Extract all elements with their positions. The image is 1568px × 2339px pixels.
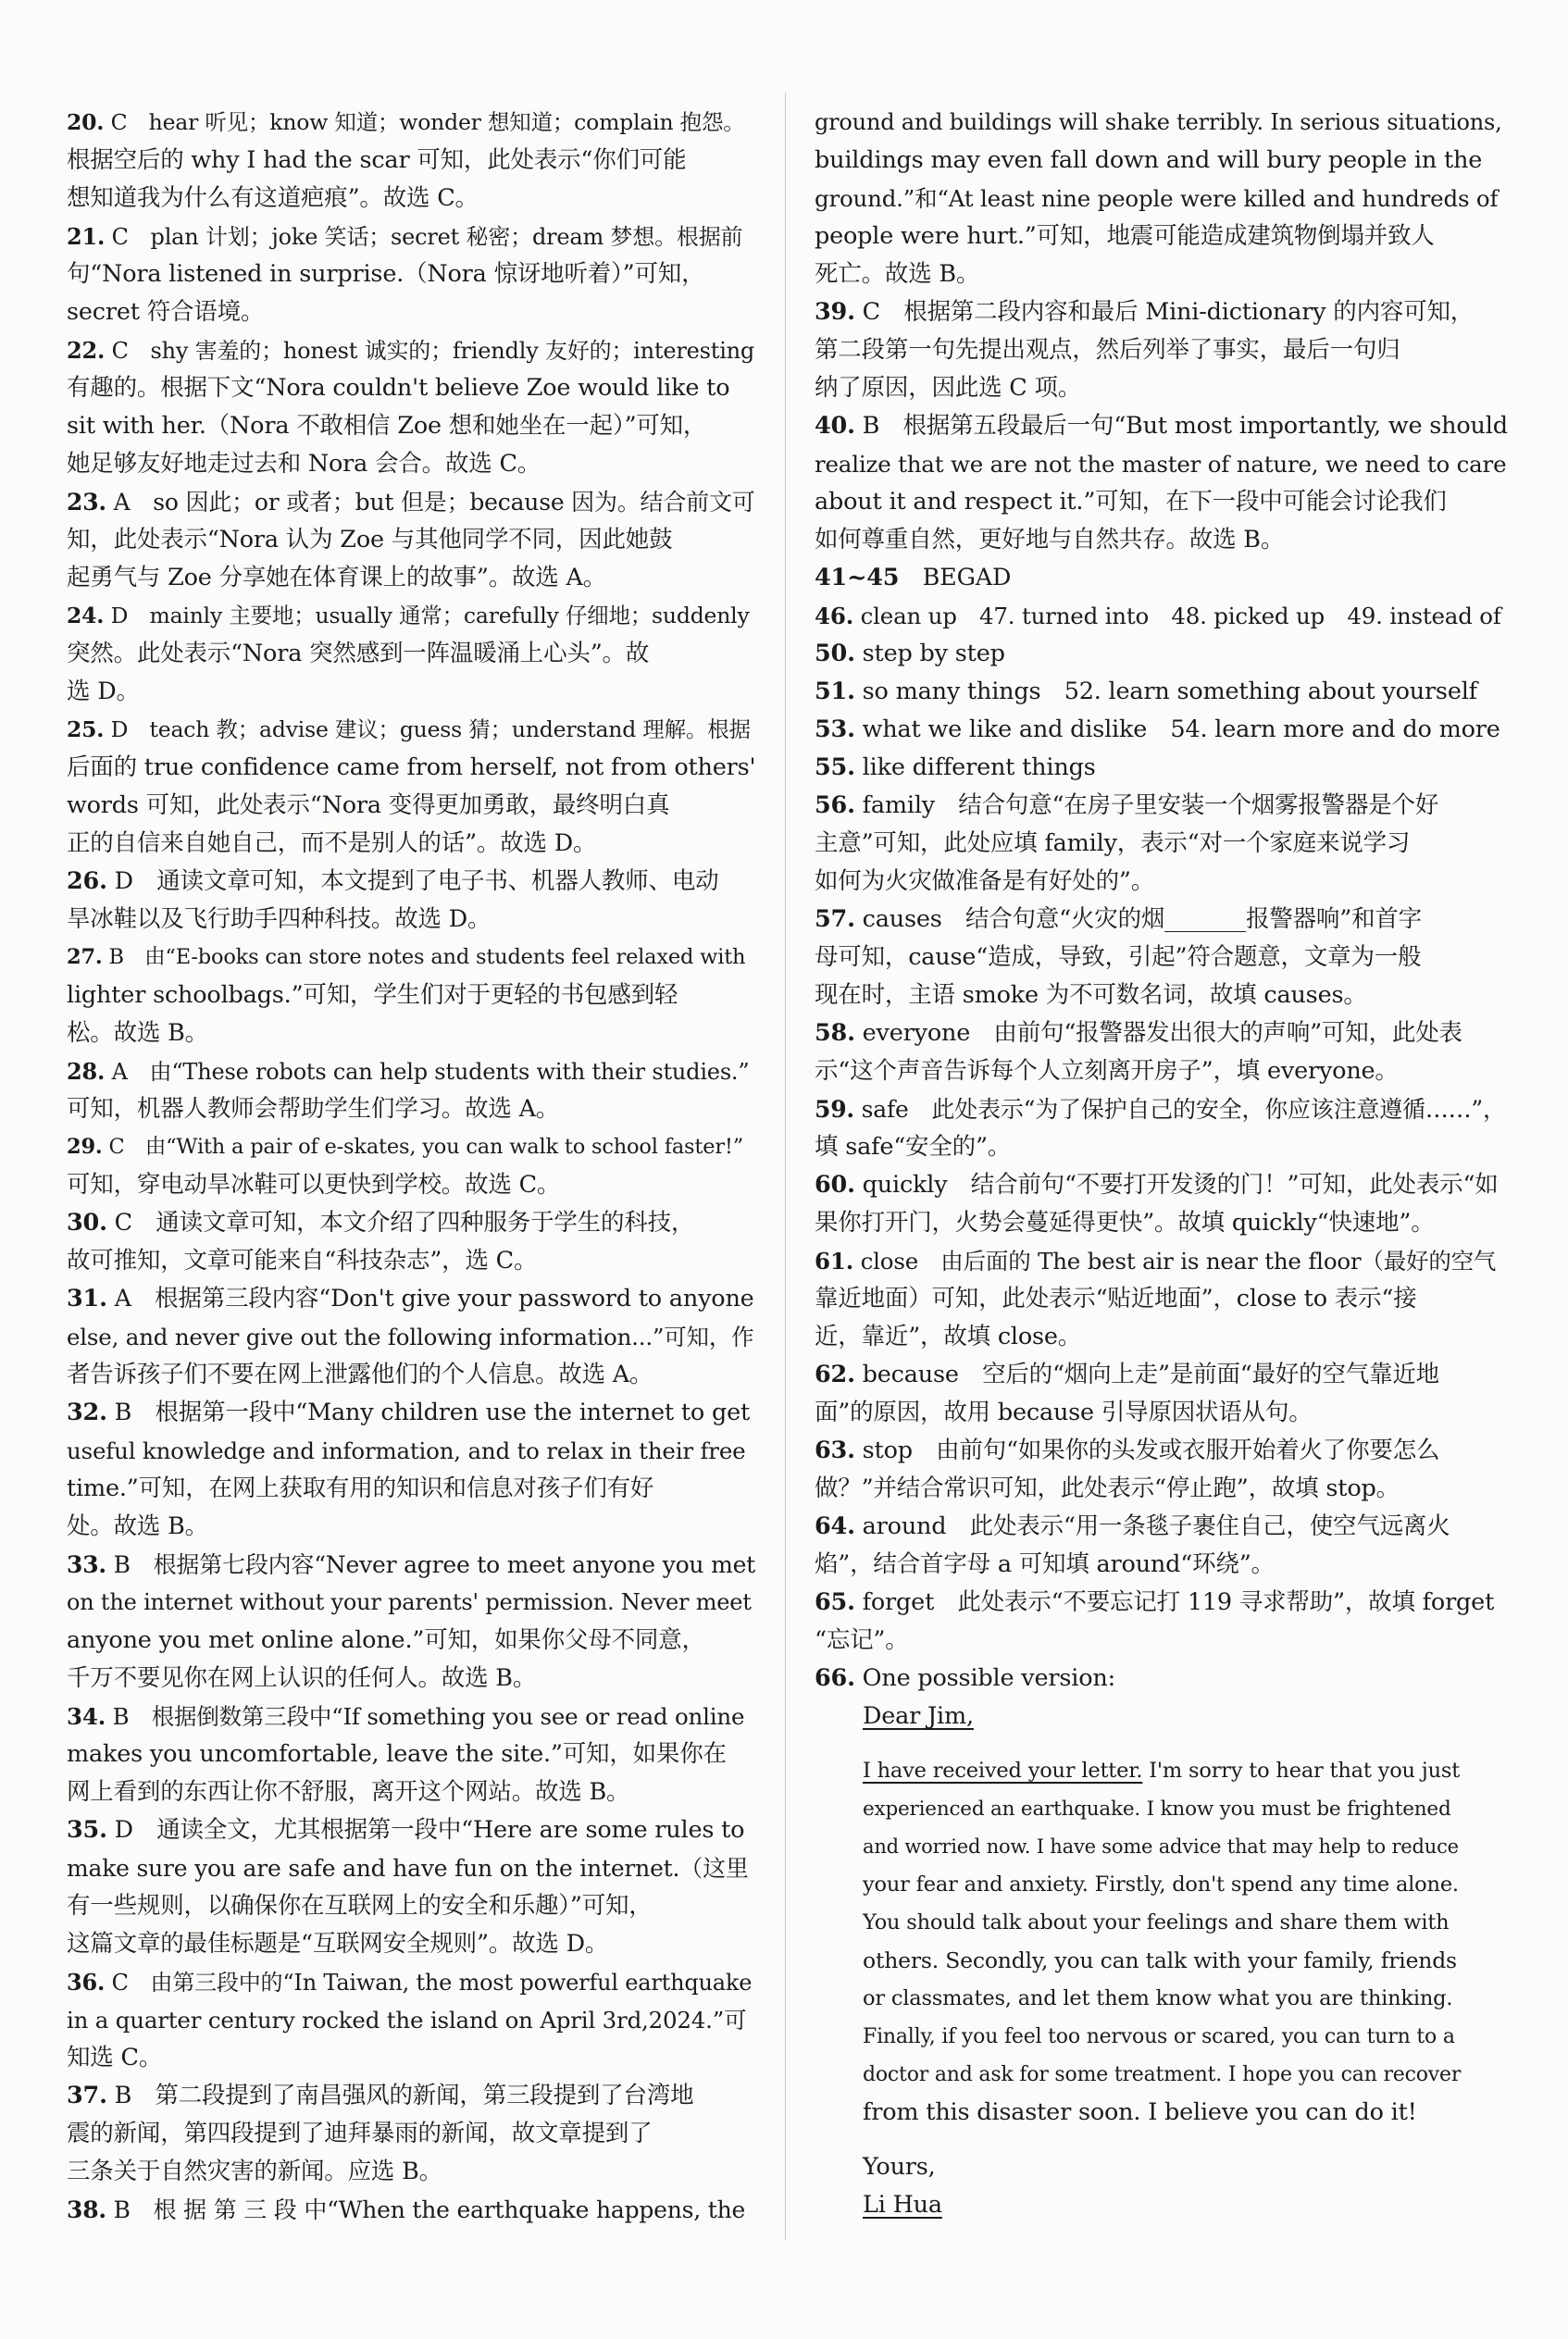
answer-line: 知，此处表示“Nora 认为 Zoe 与其他同学不同，因此她鼓	[67, 526, 673, 554]
answer-item	[67, 104, 755, 218]
question-number: 50.	[815, 640, 855, 667]
answer-item	[815, 787, 1509, 901]
question-number: 29.	[67, 1135, 103, 1159]
answer-line: 22. C shy 害羞的；honest 诚实的；friendly 友好的；interesting	[67, 337, 755, 364]
question-number: 22.	[67, 337, 106, 364]
answer-line: 震的新闻，第四段提到了迪拜暴雨的新闻，故文章提到了	[67, 2120, 653, 2147]
answer-line: 53. what we like and dislike 54. learn more and do more	[815, 715, 1500, 743]
answer-item	[67, 1280, 755, 1394]
question-number: 63.	[815, 1437, 855, 1464]
answer-item	[67, 939, 755, 1052]
answer-line: 34. B 根据倒数第三段中“If something you see or read online	[67, 1703, 745, 1730]
question-number: 30.	[67, 1209, 107, 1237]
answer-line: 突然。此处表示“Nora 突然感到一阵温暖涌上心头”。故	[67, 640, 650, 667]
answer-line: 46. clean up 47. turned into 48. picked up 49. instead of	[815, 603, 1501, 629]
answer-item	[815, 597, 1509, 635]
answer-item	[67, 1811, 755, 1963]
answer-line: 面”的原因，故用 because 引导原因状语从句。	[815, 1399, 1313, 1426]
answer-line: 松。故选 B。	[67, 1019, 208, 1047]
answer-item	[67, 331, 755, 483]
answer-line: 选 D。	[67, 678, 140, 705]
answer-line: 网上看到的东西让你不舒服，离开这个网站。故选 B。	[67, 1778, 630, 1806]
column-divider	[785, 93, 786, 2240]
answer-line: 28. A 由“These robots can help students with their studies.”	[67, 1058, 750, 1085]
answer-line: 36. C 由第三段中的“In Taiwan, the most powerful earthquake	[67, 1969, 753, 1996]
answer-item	[815, 1242, 1509, 1356]
answer-line: people were hurt.”可知，地震可能造成建筑物倒塌并致人	[815, 222, 1435, 250]
question-number: 23.	[67, 489, 106, 516]
answer-line: 37. B 第二段提到了南昌强风的新闻，第三段提到了台湾地	[67, 2082, 694, 2109]
answer-item	[815, 749, 1509, 787]
answer-line: 58. everyone 由前句“报警器发出很大的声响”可知，此处表	[815, 1019, 1462, 1047]
answer-line: 25. D teach 教；advise 建议；guess 猜；understand 理解。根据	[67, 716, 751, 742]
answer-item	[815, 1356, 1509, 1432]
answer-line: 母可知，cause“造成，导致，引起”符合题意，文章为一般	[815, 943, 1422, 971]
answer-line: 66. One possible version:	[815, 1664, 1115, 1692]
answer-line: 填 safe“安全的”。	[815, 1133, 1012, 1161]
answer-line: about it and respect it.”可知，在下一段中可能会讨论我们	[815, 488, 1447, 516]
answer-line: 旱冰鞋以及飞行助手四种科技。故选 D。	[67, 905, 492, 933]
question-number: 20.	[67, 109, 105, 135]
answer-item	[67, 1698, 755, 1811]
answer-line: sit with her.（Nora 不敢相信 Zoe 想和她坐在一起）”可知，	[67, 412, 707, 440]
answer-line: make sure you are safe and have fun on the internet.（这里	[67, 1855, 749, 1882]
answer-line: 根据空后的 why I had the scar 可知，此处表示“你们可能	[67, 146, 687, 174]
answer-line: words 可知，此处表示“Nora 变得更加勇敢，最终明白真	[67, 791, 670, 819]
answer-line: useful knowledge and information, and to relax in their free	[67, 1437, 746, 1464]
answer-line: on the internet without your parents' permission. Never meet	[67, 1589, 752, 1615]
answer-item	[67, 1394, 755, 1546]
question-number: 60.	[815, 1171, 855, 1199]
answer-item	[815, 293, 1509, 407]
answer-item	[67, 218, 755, 331]
answer-line: 靠近地面）可知，此处表示“贴近地面”，close to 表示“接	[815, 1285, 1417, 1313]
answer-line: 35. D 通读全文，尤其根据第一段中“Here are some rules to	[67, 1816, 745, 1844]
answer-line: secret 符合语境。	[67, 298, 265, 326]
answer-line: 三条关于自然灾害的新闻。应选 B。	[67, 2158, 442, 2185]
question-number: 41~45	[815, 564, 900, 591]
answer-item	[67, 2191, 755, 2229]
letter-first-line: I have received your letter. I'm sorry to hear that you just	[863, 1759, 1461, 1783]
answer-line: 63. stop 由前句“如果你的头发或衣服开始着火了你要怎么	[815, 1437, 1440, 1464]
answer-item	[815, 901, 1509, 1014]
answer-item	[815, 1014, 1509, 1090]
answer-item	[815, 1166, 1509, 1242]
answer-line: 26. D 通读文章可知，本文提到了电子书、机器人教师、电动	[67, 867, 719, 895]
answer-line: 61. close 由后面的 The best air is near the floor（最好的空气	[815, 1248, 1497, 1275]
question-number: 38.	[67, 2196, 106, 2223]
answer-item	[67, 1052, 755, 1128]
answer-line: 处。故选 B。	[67, 1512, 208, 1540]
letter-line: or classmates, and let them know what you are thinking.	[863, 1986, 1453, 2010]
answer-line: 想知道我为什么有这道疤痕”。故选 C。	[67, 184, 479, 212]
question-number: 24.	[67, 603, 105, 628]
letter-line: experienced an earthquake. I know you must be frightened	[863, 1798, 1451, 1821]
answer-item	[67, 863, 755, 939]
question-number: 65.	[815, 1588, 855, 1616]
answer-line: 近，靠近”，故填 close。	[815, 1323, 1082, 1350]
answer-item	[815, 635, 1509, 673]
question-number: 46.	[815, 603, 854, 629]
right-column	[815, 104, 1509, 2224]
answer-line: 千万不要见你在网上认识的任何人。故选 B。	[67, 1664, 537, 1692]
answer-line: 33. B 根据第七段内容“Never agree to meet anyone you met	[67, 1551, 756, 1578]
letter-line: from this disaster soon. I believe you can do it!	[863, 2098, 1417, 2126]
letter-body	[815, 1790, 1509, 2132]
answer-item	[67, 711, 755, 863]
answer-item	[815, 407, 1509, 559]
answer-line: 可知，机器人教师会帮助学生们学习。故选 A。	[67, 1095, 560, 1123]
answer-line: 38. B 根 据 第 三 段 中“When the earthquake happens, the	[67, 2196, 746, 2223]
answer-line: 死亡。故选 B。	[815, 260, 980, 288]
question-number: 62.	[815, 1361, 855, 1388]
question-number: 40.	[815, 412, 855, 440]
answer-line: 第二段第一句先提出观点，然后列举了事实，最后一句归	[815, 336, 1400, 364]
answer-line: 64. around 此处表示“用一条毯子裹住自己，使空气远离火	[815, 1512, 1450, 1540]
question-number: 32.	[67, 1399, 107, 1426]
answer-item	[815, 1432, 1509, 1508]
answer-line: 56. family 结合句意“在房子里安装一个烟雾报警器是个好	[815, 791, 1439, 819]
letter-signature: Li Hua	[863, 2191, 942, 2219]
question-number: 36.	[67, 1969, 106, 1996]
question-number: 39.	[815, 298, 855, 326]
answer-item	[67, 483, 755, 597]
answer-item	[67, 597, 755, 711]
answer-line: 55. like different things	[815, 753, 1096, 781]
question-number: 37.	[67, 2082, 107, 2109]
question-number: 26.	[67, 867, 107, 895]
letter-line: your fear and anxiety. Firstly, don't spend any time alone.	[863, 1872, 1459, 1897]
answer-line: 起勇气与 Zoe 分享她在体育课上的故事”。故选 A。	[67, 564, 607, 591]
answer-line: 59. safe 此处表示“为了保护自己的安全，你应该注意遵循……”，	[815, 1096, 1506, 1123]
answer-line: 32. B 根据第一段中“Many children use the internet to get	[67, 1399, 751, 1426]
answer-item	[815, 673, 1509, 711]
answer-line: time.”可知，在网上获取有用的知识和信息对孩子们有好	[67, 1474, 654, 1502]
answer-line: 焰”，结合首字母 a 可知填 around“环绕”。	[815, 1550, 1275, 1578]
answer-line: lighter schoolbags.”可知，学生们对于更轻的书包感到轻	[67, 981, 678, 1009]
question-number: 64.	[815, 1512, 855, 1540]
question-number: 55.	[815, 753, 855, 781]
question-number: 57.	[815, 905, 855, 933]
answer-line: 如何尊重自然，更好地与自然共存。故选 B。	[815, 526, 1285, 554]
answer-line: 40. B 根据第五段最后一句“But most importantly, we should	[815, 412, 1508, 440]
letter-line: doctor and ask for some treatment. I hope you can recover	[863, 2063, 1462, 2086]
question-number: 27.	[67, 945, 103, 969]
question-number: 33.	[67, 1551, 106, 1578]
question-number: 34.	[67, 1703, 106, 1730]
answer-item	[815, 1508, 1509, 1584]
answer-line: 31. A 根据第三段内容“Don't give your password to anyone	[67, 1285, 754, 1313]
answer-line: 可知，穿电动旱冰鞋可以更快到学校。故选 C。	[67, 1171, 561, 1199]
answer-line: 29. C 由“With a pair of e-skates, you can walk to school faster!”	[67, 1135, 744, 1159]
answer-item	[67, 1204, 755, 1280]
answer-item	[67, 1128, 755, 1204]
answer-line: 者告诉孩子们不要在网上泄露他们的个人信息。故选 A。	[67, 1361, 653, 1388]
answer-line: 如何为火灾做准备是有好处的”。	[815, 867, 1155, 895]
answer-line: 57. causes 结合句意“火灾的烟_______报警器响”和首字	[815, 905, 1422, 933]
answer-line: anyone you met online alone.”可知，如果你父母不同意，	[67, 1626, 705, 1654]
answer-line: 示“这个声音告诉每个人立刻离开房子”，填 everyone。	[815, 1057, 1399, 1085]
answer-line: “忘记”。	[815, 1626, 909, 1654]
question-number: 21.	[67, 223, 106, 250]
answer-item	[67, 1963, 755, 2077]
right-items	[815, 104, 1509, 1698]
answer-line: 主意”可知，此处应填 family，表示“对一个家庭来说学习	[815, 829, 1411, 857]
answer-line: 27. B 由“E-books can store notes and students feel relaxed with	[67, 945, 746, 969]
answer-line: else, and never give out the following information...”可知，作	[67, 1324, 754, 1350]
answer-item	[815, 711, 1509, 749]
answer-line: makes you uncomfortable, leave the site.”可知，如果你在	[67, 1740, 727, 1768]
letter-closing: Yours,	[863, 2153, 936, 2181]
question-number: 28.	[67, 1058, 106, 1085]
answer-line: realize that we are not the master of nature, we need to care	[815, 451, 1507, 478]
question-number: 56.	[815, 791, 855, 819]
answer-line: 正的自信来自她自己，而不是别人的话”。故选 D。	[67, 829, 597, 857]
answer-line: 20. C hear 听见；know 知道；wonder 想知道；complain 抱怨。	[67, 109, 745, 135]
answer-line: 41~45 BEGAD	[815, 564, 1012, 591]
question-number: 51.	[815, 678, 855, 705]
answer-item	[815, 1090, 1509, 1166]
question-number: 58.	[815, 1019, 855, 1047]
letter-line: and worried now. I have some advice that may help to reduce	[863, 1835, 1459, 1858]
answer-item	[815, 1584, 1509, 1660]
answer-line: ground and buildings will shake terribly. In serious situations,	[815, 109, 1502, 135]
answer-line: in a quarter century rocked the island on April 3rd,2024.”可	[67, 2007, 747, 2034]
answer-line: 62. because 空后的“烟向上走”是前面“最好的空气靠近地	[815, 1361, 1439, 1388]
answer-line: 句“Nora listened in surprise.（Nora 惊讶地听着）”可知，	[67, 260, 705, 288]
answer-line: 60. quickly 结合前句“不要打开发烫的门！”可知，此处表示“如	[815, 1171, 1499, 1199]
answer-line: 65. forget 此处表示“不要忘记打 119 寻求帮助”，故填 forget	[815, 1588, 1495, 1616]
letter-line: You should talk about your feelings and share them with	[863, 1910, 1450, 1935]
question-number: 25.	[67, 716, 105, 742]
answer-line: 30. C 通读文章可知，本文介绍了四种服务于学生的科技，	[67, 1209, 695, 1237]
answer-line: 有一些规则，以确保你在互联网上的安全和乐趣）”可知，	[67, 1892, 653, 1920]
answer-line: 现在时，主语 smoke 为不可数名词，故填 causes。	[815, 981, 1367, 1009]
answer-line: 24. D mainly 主要地；usually 通常；carefully 仔细地；suddenly	[67, 603, 750, 628]
answer-item	[815, 1660, 1509, 1698]
question-number: 61.	[815, 1248, 854, 1275]
question-number: 31.	[67, 1285, 107, 1313]
answer-line: 这篇文章的最佳标题是“互联网安全规则”。故选 D。	[67, 1930, 609, 1958]
answer-line: 果你打开门，火势会蔓延得更快”。故填 quickly“快速地”。	[815, 1209, 1435, 1237]
answer-line: 有趣的。根据下文“Nora couldn't believe Zoe would like to	[67, 374, 730, 402]
answer-line: 知选 C。	[67, 2044, 163, 2072]
answer-line: 做？”并结合常识可知，此处表示“停止跑”，故填 stop。	[815, 1474, 1400, 1502]
answer-line: 21. C plan 计划；joke 笑话；secret 秘密；dream 梦想。根据前	[67, 223, 743, 250]
answer-line: 50. step by step	[815, 640, 1005, 667]
question-number: 35.	[67, 1816, 107, 1844]
answer-line: 故可推知，文章可能来自“科技杂志”，选 C。	[67, 1247, 538, 1275]
answer-line: 39. C 根据第二段内容和最后 Mini-dictionary 的内容可知，	[815, 298, 1475, 326]
letter-line: others. Secondly, you can talk with your family, friends	[863, 1947, 1457, 1973]
letter-greeting: Dear Jim,	[863, 1702, 974, 1730]
left-column	[67, 104, 755, 2229]
question-number: 53.	[815, 715, 855, 743]
answer-item	[815, 104, 1509, 293]
model-letter	[815, 1698, 1509, 2224]
answer-line: 纳了原因，因此选 C 项。	[815, 374, 1082, 402]
question-number: 59.	[815, 1096, 854, 1123]
answer-line: buildings may even fall down and will bury people in the	[815, 146, 1483, 174]
answer-line: 后面的 true confidence came from herself, not from others'	[67, 753, 756, 781]
answer-line: 她足够友好地走过去和 Nora 会合。故选 C。	[67, 450, 541, 478]
answer-line: 23. A so 因此；or 或者；but 但是；because 因为。结合前文可	[67, 489, 755, 516]
answer-item	[67, 2077, 755, 2191]
answer-line: 51. so many things 52. learn something about yourself	[815, 678, 1477, 705]
letter-line: Finally, if you feel too nervous or scared, you can turn to a	[863, 2025, 1455, 2048]
question-number: 66.	[815, 1664, 855, 1692]
answer-item	[67, 1546, 755, 1698]
answer-item	[815, 559, 1509, 597]
answer-line: ground.”和“At least nine people were killed and hundreds of	[815, 185, 1499, 212]
